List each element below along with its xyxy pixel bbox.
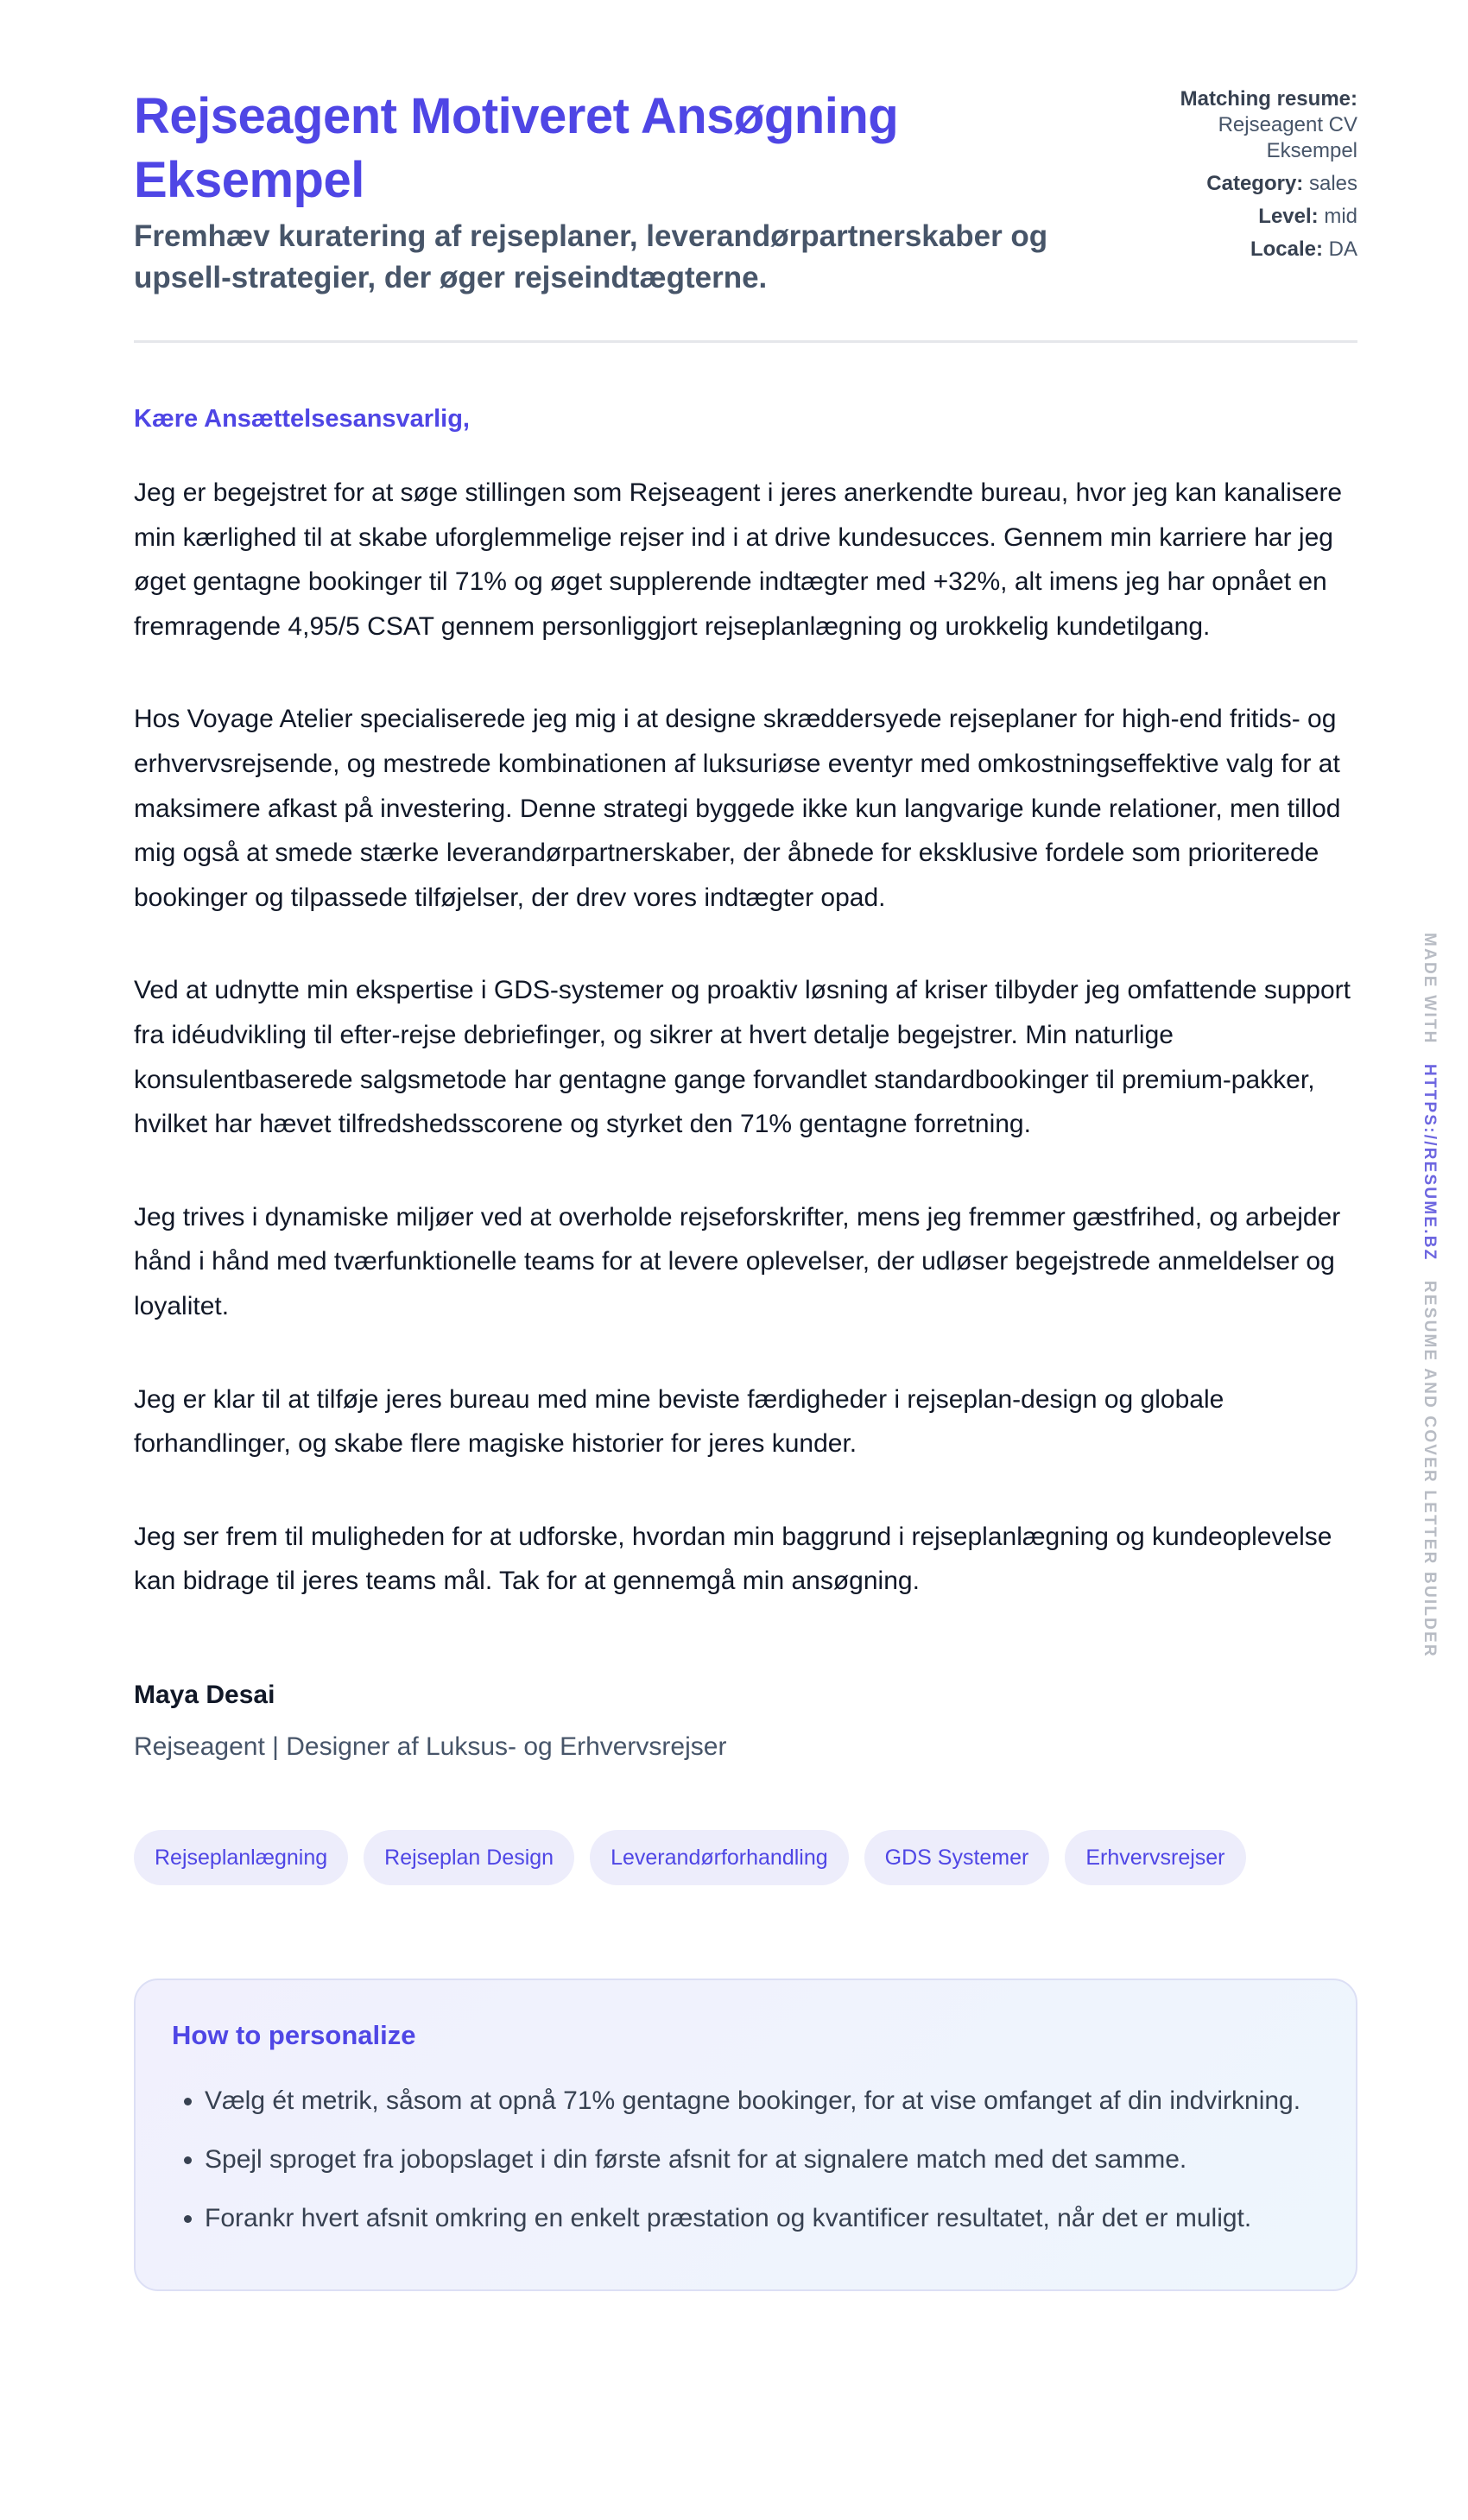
page-title: Rejseagent Motiveret Ansøgning Eksempel bbox=[134, 88, 899, 208]
watermark-prefix: MADE WITH bbox=[1421, 933, 1439, 1045]
skill-tag: Erhvervsrejser bbox=[1065, 1830, 1245, 1885]
skill-tag: Leverandørforhandling bbox=[590, 1830, 849, 1885]
category-label: Category: bbox=[1206, 172, 1304, 195]
tips-list bbox=[172, 2079, 1319, 2241]
watermark-suffix: RESUME AND COVER LETTER BUILDER bbox=[1421, 1280, 1439, 1658]
tip-item: • Vælg ét metrik, såsom at opnå 71% gentagne bookinger, for at vise omfanget af din indvirkning. bbox=[205, 2079, 1319, 2124]
header bbox=[134, 85, 1357, 343]
cover-letter-page bbox=[134, 85, 1357, 2291]
tips-title: How to personalize bbox=[172, 2019, 416, 2050]
paragraph: Jeg ser frem til muligheden for at udforske, hvordan min baggrund i rejseplanlægning og kundeoplevelse kan bidrage til jeres teams mål. Tak for at gennemgå min ansøgning. bbox=[134, 1522, 1332, 1596]
level-label: Level: bbox=[1258, 205, 1319, 228]
skill-tag: GDS Systemer bbox=[864, 1830, 1050, 1885]
paragraph: Jeg er begejstret for at søge stillingen som Rejseagent i jeres anerkendte bureau, hvor jeg kan kanalisere min kærlighed til at skabe uforglemmelige rejser ind i at drive kundesucces. Gennem min karriere har jeg øget gentagne bookinger til 71% og øget supplerende indtægter med +32%, alt imens jeg har opnået en fremragende 4,95/5 CSAT gennem personliggjort rejseplanlægning og urokkelig kundetilgang. bbox=[134, 478, 1343, 641]
paragraph: Ved at udnytte min ekspertise i GDS-systemer og proaktiv løsning af kriser tilbyder jeg omfattende support fra idéudvikling til efter-rejse debriefinger, og sikrer at hvert detalje begejstrer. Min naturlige konsulentbaserede salgsmetode har gentagne gange forvandlet standardbookinger til premium-pakker, hvilket har hævet tilfredshedsscorene og styrket den 71% gentagne forretning. bbox=[134, 976, 1351, 1139]
category-value: sales bbox=[1308, 172, 1357, 195]
skill-tag: Rejseplanlægning bbox=[134, 1830, 348, 1885]
paragraph: Jeg er klar til at tilføje jeres bureau med mine beviste færdigheder i rejseplan-design og globale forhandlinger, og skabe flere magiske historier for jeres kunder. bbox=[134, 1384, 1224, 1459]
matching-resume-label: Matching resume: bbox=[1180, 87, 1357, 111]
paragraph: Hos Voyage Atelier specialiserede jeg mig i at designe skræddersyede rejseplaner for high-end fritids- og erhvervsrejsende, og mestrede kombinationen af luksuriøse eventyr med omkostningseffektive valg for at maksimere afkast på investering. Denne strategi byggede ikke kun langvarige kunde relationer, men tillod mig også at smede stærke leverandørpartnerskaber, der åbnede for eksklusive fordele som prioriterede bookinger og tilpassede tilføjelser, der drev vores indtægter opad. bbox=[134, 705, 1341, 912]
personalize-tips-box bbox=[134, 1979, 1357, 2291]
matching-resume-link[interactable]: Rejseagent CV Eksempel bbox=[1218, 113, 1357, 162]
watermark-link[interactable]: HTTPS://RESUME.BZ bbox=[1421, 1064, 1439, 1262]
page-subtitle: Fremhæv kuratering af rejseplaner, leverandørpartnerskaber og upsell-strategier, der øger rejseindtægterne. bbox=[134, 219, 1048, 294]
skill-tag: Rejseplan Design bbox=[364, 1830, 574, 1885]
tip-item: • Spejl sproget fra jobopslaget i din første afsnit for at signalere match med det samme. bbox=[205, 2137, 1319, 2182]
locale-label: Locale: bbox=[1250, 237, 1323, 261]
paragraph: Jeg trives i dynamiske miljøer ved at overholde rejseforskrifter, mens jeg fremmer gæstfrihed, og arbejder hånd i hånd med tværfunktionelle teams for at levere oplevelser, der udløser begejstrede anmeldelser og loyalitet. bbox=[134, 1202, 1341, 1320]
signature-title: Rejseagent | Designer af Luksus- og Erhvervsrejser bbox=[134, 1732, 727, 1761]
level-value: mid bbox=[1324, 205, 1357, 228]
greeting: Kære Ansættelsesansvarlig, bbox=[134, 405, 470, 433]
tip-item: • Forankr hvert afsnit omkring en enkelt præstation og kvantificer resultatet, når det er muligt. bbox=[205, 2196, 1319, 2241]
signature-name: Maya Desai bbox=[134, 1680, 275, 1709]
skill-tags bbox=[134, 1830, 1357, 1885]
watermark bbox=[1420, 933, 1439, 1658]
locale-value: DA bbox=[1328, 237, 1357, 261]
meta-info bbox=[1133, 86, 1357, 269]
letter-body bbox=[134, 471, 1357, 1604]
title-block bbox=[134, 85, 1066, 299]
